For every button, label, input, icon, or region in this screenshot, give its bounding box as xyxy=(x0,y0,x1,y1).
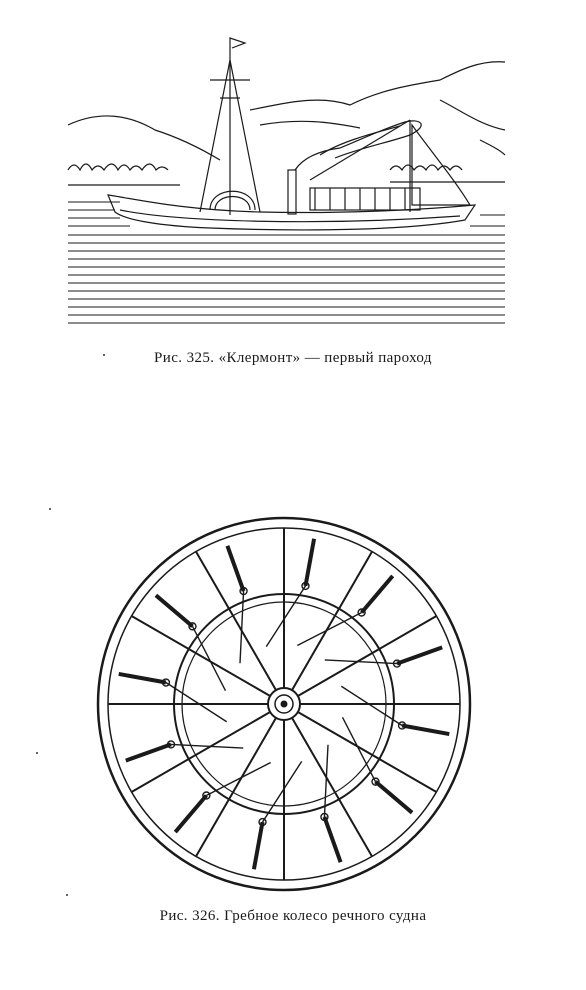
paddle-blade xyxy=(324,817,340,862)
ink-speck xyxy=(103,354,105,356)
paddle-blade xyxy=(175,796,206,833)
ink-speck xyxy=(49,508,51,510)
paddle-blade xyxy=(227,546,243,591)
paddle-blade xyxy=(376,782,413,813)
paddle-box xyxy=(210,191,255,210)
ink-speck xyxy=(36,752,38,754)
paddle-blade xyxy=(126,744,171,760)
clermont-steamboat-illustration xyxy=(60,30,510,330)
paddle-blade xyxy=(119,674,166,683)
wheel-spoke xyxy=(292,552,372,691)
ink-speck xyxy=(66,894,68,896)
figure-326-caption: Рис. 326. Гребное колесо речного судна xyxy=(159,908,427,924)
sail-aft xyxy=(412,125,470,205)
paddle-blade xyxy=(397,647,442,663)
wheel-spoke xyxy=(196,718,276,857)
paddle-blade xyxy=(254,822,263,869)
figure-325-caption: Рис. 325. «Клермонт» — первый пароход xyxy=(154,350,432,366)
wheel-spoke xyxy=(132,616,271,696)
paddle-link-arm xyxy=(192,626,225,690)
flag xyxy=(230,38,245,58)
paddle-link-arm xyxy=(206,763,270,796)
funnel xyxy=(288,170,296,214)
paddle-link-arm xyxy=(297,612,361,645)
paddle-link-arm xyxy=(343,717,376,781)
paddle-wheel-illustration xyxy=(92,512,476,896)
paddle-blade xyxy=(156,595,193,626)
hills-right xyxy=(250,62,505,110)
paddle-blade xyxy=(305,539,314,586)
paddle-blade xyxy=(362,576,393,613)
paddle-blade xyxy=(402,725,449,734)
wheel-spoke xyxy=(298,712,437,792)
hills-left xyxy=(68,116,220,160)
